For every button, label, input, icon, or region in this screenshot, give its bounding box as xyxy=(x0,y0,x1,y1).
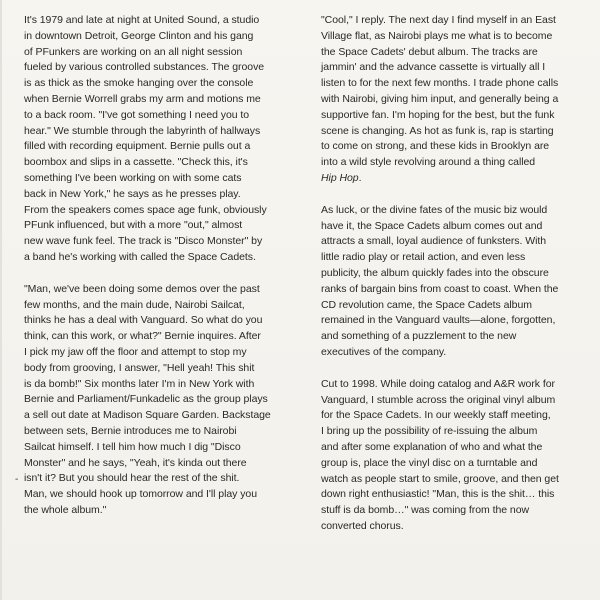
right-text-column xyxy=(321,13,583,535)
margin-mark: - xyxy=(15,474,19,485)
right-paragraph-1-end: . xyxy=(358,171,362,184)
right-paragraph-3: Cut to 1998. While doing catalog and A&R work for Vanguard, I stumble across the original vinyl album for the Space Cadets. In our weekly staff meeting, I bring up the possibility of re-issuing the album and after some explanation of who and what the group is, place the vinyl disc on a turntable and watch as people start to smile, groove, and then get down right enthusiastic! "Man, this is the shit… this stuff is da bomb…" was coming from the now converted chorus. xyxy=(321,377,559,532)
left-paragraph-2: "Man, we've been doing some demos over the past few months, and the main dude, Nairobi Sailcat, thinks he has a deal with Vanguard. So what do you think, can this work, or what?" Bernie inquires. After I pick my jaw off the floor and attempt to stop my body from grooving, I answer, "Hell yeah! This shit is da bomb!" Six months later I'm in New York with Bernie and Parliament/Funkadelic as the group plays a sell out date at Madison Square Garden. Backstage between sets, Bernie introduces me to Nairobi Sailcat himself. I tell him how much I dig "Disco Monster" and he says, "Yeah, it's kinda out there isn't it? But you should hear the rest of the shit. Man, we should hook up tomorrow and I'll play you the whole album." xyxy=(24,282,271,516)
right-paragraph-2: As luck, or the divine fates of the music biz would have it, the Space Cadets album comes out and attracts a small, loyal audience of funksters. With little radio play or retail action, and even less publicity, the album quickly fades into the obscure ranks of bargain bins from coast to coast. When the CD revolution came, the Space Cadets album remained in the Vanguard vaults—alone, forgotten, and something of a puzzlement to the new executives of the company. xyxy=(321,203,559,358)
page-edge-shadow xyxy=(0,0,2,600)
left-paragraph-1: It's 1979 and late at night at United Sound, a studio in downtown Detroit, George Clinton and his gang of PFunkers are working on an all night session fueled by various controlled substances. The groove is as thick as the smoke hanging over the console when Bernie Worrell grabs my arm and motions me to a back room. "I've got something I need you to hear." We stumble through the labyrinth of hallways filled with recording equipment. Bernie pulls out a boombox and slips in a cassette. "Check this, it's something I've been working on with some cats back in New York," he says as he presses play. From the speakers comes space age funk, obviously PFunk influenced, but with a more "out," almost new wave funk feel. The track is "Disco Monster" by a band he's working with called the Space Cadets. xyxy=(24,14,267,263)
right-paragraph-1 xyxy=(321,13,583,187)
right-paragraph-1-text: "Cool," I reply. The next day I find myself in an East Village flat, as Nairobi plays me what is to become the Space Cadets' debut album. The tracks are jammin' and the advance cassette is virtually all I listen to for the next few months. I trade phone calls with Nairobi, giving him input, and generally being a supportive fan. I'm hoping for the best, but the funk scene is changing. As hot as funk is, rap is starting to come on strong, and these kids in Brooklyn are into a wild style revolving around a thing called xyxy=(321,14,559,169)
left-text-column xyxy=(24,13,289,519)
hip-hop-italic: Hip Hop xyxy=(321,171,359,184)
